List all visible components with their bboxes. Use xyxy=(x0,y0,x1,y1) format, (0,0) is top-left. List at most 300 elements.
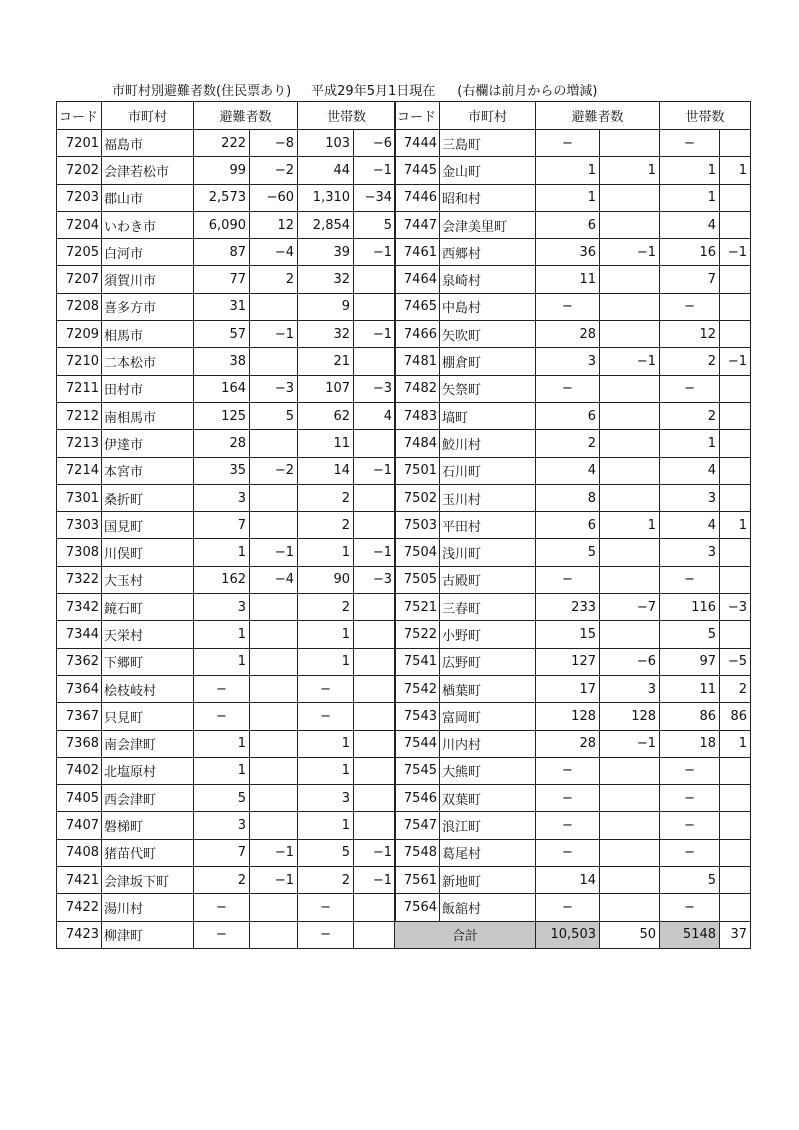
municipality-name: 会津美里町 xyxy=(440,211,536,238)
table-row xyxy=(57,621,396,648)
municipality-name: 柳津町 xyxy=(102,921,194,948)
household-count: 62 xyxy=(298,402,354,429)
evacuee-count: − xyxy=(194,675,250,702)
municipality-name: 郡山市 xyxy=(102,184,194,211)
evacuee-count: − xyxy=(536,839,600,866)
municipality-name: 中島村 xyxy=(440,293,536,320)
evacuee-change xyxy=(250,621,298,648)
household-count: 107 xyxy=(298,375,354,402)
household-count: 1 xyxy=(298,730,354,757)
household-count: − xyxy=(298,921,354,948)
header-code: コード xyxy=(57,102,102,130)
evacuee-change: 2 xyxy=(250,266,298,293)
municipality-name: 楢葉町 xyxy=(440,675,536,702)
evacuee-change: −1 xyxy=(600,239,660,266)
household-count: 39 xyxy=(298,239,354,266)
table-row xyxy=(57,402,396,429)
household-count: 1 xyxy=(298,539,354,566)
municipality-name: 相馬市 xyxy=(102,321,194,348)
evacuee-count: 5 xyxy=(194,785,250,812)
municipality-code: 7502 xyxy=(395,484,440,511)
evacuee-change xyxy=(250,785,298,812)
table-row xyxy=(395,211,751,238)
household-change xyxy=(354,812,396,839)
evacuee-change: 128 xyxy=(600,703,660,730)
table-row xyxy=(395,266,751,293)
municipality-name: いわき市 xyxy=(102,211,194,238)
household-count: 4 xyxy=(660,512,720,539)
evacuee-count: − xyxy=(194,703,250,730)
table-row xyxy=(57,211,396,238)
household-change xyxy=(720,430,751,457)
evacuee-change xyxy=(600,130,660,157)
municipality-code: 7368 xyxy=(57,730,102,757)
municipality-name: 鮫川村 xyxy=(440,430,536,457)
total-households-diff: 37 xyxy=(720,921,751,948)
municipality-code: 7362 xyxy=(57,648,102,675)
table-row xyxy=(395,321,751,348)
municipality-code: 7484 xyxy=(395,430,440,457)
municipality-name: 飯舘村 xyxy=(440,894,536,921)
table-row xyxy=(395,512,751,539)
household-change xyxy=(720,375,751,402)
header-evacuees: 避難者数 xyxy=(194,102,298,130)
evacuee-count: 1 xyxy=(194,621,250,648)
municipality-code: 7308 xyxy=(57,539,102,566)
municipality-name: 北塩原村 xyxy=(102,757,194,784)
household-count: 14 xyxy=(298,457,354,484)
household-count: − xyxy=(660,566,720,593)
household-count: 86 xyxy=(660,703,720,730)
municipality-name: 国見町 xyxy=(102,512,194,539)
table-row xyxy=(57,430,396,457)
household-count: 44 xyxy=(298,157,354,184)
municipality-code: 7546 xyxy=(395,785,440,812)
municipality-name: 南会津町 xyxy=(102,730,194,757)
municipality-code: 7407 xyxy=(57,812,102,839)
household-count: 97 xyxy=(660,648,720,675)
municipality-code: 7547 xyxy=(395,812,440,839)
household-change: −1 xyxy=(354,321,396,348)
table-row xyxy=(395,484,751,511)
left-header-row xyxy=(57,102,396,130)
evacuee-change xyxy=(250,293,298,320)
municipality-code: 7446 xyxy=(395,184,440,211)
household-count: 3 xyxy=(660,539,720,566)
municipality-name: 玉川村 xyxy=(440,484,536,511)
household-change xyxy=(720,867,751,894)
municipality-name: 金山町 xyxy=(440,157,536,184)
household-change xyxy=(354,648,396,675)
table-row xyxy=(395,184,751,211)
household-count: 9 xyxy=(298,293,354,320)
table-row xyxy=(57,566,396,593)
evacuee-count: 3 xyxy=(536,348,600,375)
municipality-code: 7301 xyxy=(57,484,102,511)
evacuee-count: − xyxy=(536,293,600,320)
municipality-code: 7214 xyxy=(57,457,102,484)
municipality-name: 桧枝岐村 xyxy=(102,675,194,702)
municipality-name: 矢吹町 xyxy=(440,321,536,348)
evacuee-count: 1 xyxy=(194,730,250,757)
evacuee-change xyxy=(250,512,298,539)
table-row xyxy=(57,812,396,839)
municipality-code: 7421 xyxy=(57,867,102,894)
household-change xyxy=(720,402,751,429)
household-count: 11 xyxy=(298,430,354,457)
household-count: 3 xyxy=(298,785,354,812)
table-row xyxy=(395,894,751,921)
household-change xyxy=(720,839,751,866)
household-count: − xyxy=(660,839,720,866)
household-count: 18 xyxy=(660,730,720,757)
household-change: −6 xyxy=(354,130,396,157)
household-change xyxy=(720,266,751,293)
evacuee-change xyxy=(600,457,660,484)
municipality-code: 7464 xyxy=(395,266,440,293)
evacuee-change: 1 xyxy=(600,157,660,184)
table-row xyxy=(57,157,396,184)
evacuee-count: 3 xyxy=(194,812,250,839)
municipality-name: 富岡町 xyxy=(440,703,536,730)
evacuee-change xyxy=(600,812,660,839)
left-table-body xyxy=(57,130,396,949)
municipality-name: 福島市 xyxy=(102,130,194,157)
municipality-code: 7213 xyxy=(57,430,102,457)
household-change xyxy=(354,730,396,757)
household-count: 2 xyxy=(660,402,720,429)
household-count: 1 xyxy=(298,757,354,784)
table-row xyxy=(57,757,396,784)
table-row xyxy=(395,375,751,402)
household-change xyxy=(720,293,751,320)
household-count: 5 xyxy=(298,839,354,866)
household-change xyxy=(720,211,751,238)
evacuee-change xyxy=(250,812,298,839)
table-row xyxy=(57,539,396,566)
household-change xyxy=(354,675,396,702)
evacuee-count: − xyxy=(536,566,600,593)
municipality-name: 喜多方市 xyxy=(102,293,194,320)
household-change xyxy=(354,594,396,621)
table-row xyxy=(57,921,396,948)
evacuee-count: 31 xyxy=(194,293,250,320)
household-change: −1 xyxy=(720,239,751,266)
evacuee-change xyxy=(600,867,660,894)
municipality-name: 平田村 xyxy=(440,512,536,539)
evacuee-count: 2 xyxy=(194,867,250,894)
household-count: − xyxy=(298,675,354,702)
table-row xyxy=(57,839,396,866)
evacuee-count: 162 xyxy=(194,566,250,593)
household-change: −5 xyxy=(720,648,751,675)
evacuee-change: −1 xyxy=(600,348,660,375)
municipality-name: 大熊町 xyxy=(440,757,536,784)
total-row xyxy=(395,921,751,948)
municipality-name: 会津若松市 xyxy=(102,157,194,184)
household-change xyxy=(354,348,396,375)
household-change: 1 xyxy=(720,730,751,757)
total-evacuees-diff: 50 xyxy=(600,921,660,948)
municipality-code: 7211 xyxy=(57,375,102,402)
evacuee-count: 128 xyxy=(536,703,600,730)
evacuee-count: 222 xyxy=(194,130,250,157)
municipality-name: 広野町 xyxy=(440,648,536,675)
household-change xyxy=(354,266,396,293)
municipality-name: 泉崎村 xyxy=(440,266,536,293)
evacuee-count: − xyxy=(194,921,250,948)
evacuee-count: − xyxy=(536,812,600,839)
household-count: 2 xyxy=(298,867,354,894)
evacuee-count: 2,573 xyxy=(194,184,250,211)
evacuee-count: 1 xyxy=(194,757,250,784)
table-row xyxy=(395,348,751,375)
municipality-code: 7447 xyxy=(395,211,440,238)
municipality-name: 双葉町 xyxy=(440,785,536,812)
evacuee-change xyxy=(600,211,660,238)
municipality-name: 矢祭町 xyxy=(440,375,536,402)
table-row xyxy=(395,239,751,266)
household-count: − xyxy=(660,375,720,402)
household-change: 1 xyxy=(720,157,751,184)
municipality-name: 三春町 xyxy=(440,594,536,621)
evacuee-change xyxy=(600,566,660,593)
evacuee-count: 87 xyxy=(194,239,250,266)
household-count: 2 xyxy=(298,484,354,511)
table-row xyxy=(57,648,396,675)
right-table xyxy=(394,101,751,949)
table-row xyxy=(57,512,396,539)
household-change xyxy=(720,757,751,784)
household-count: − xyxy=(660,785,720,812)
municipality-code: 7202 xyxy=(57,157,102,184)
municipality-code: 7461 xyxy=(395,239,440,266)
municipality-code: 7541 xyxy=(395,648,440,675)
household-change xyxy=(354,484,396,511)
evacuee-change xyxy=(250,648,298,675)
municipality-code: 7212 xyxy=(57,402,102,429)
table-row xyxy=(395,157,751,184)
table-row xyxy=(57,239,396,266)
evacuee-count: 125 xyxy=(194,402,250,429)
municipality-code: 7342 xyxy=(57,594,102,621)
household-change xyxy=(720,812,751,839)
household-change: −3 xyxy=(354,566,396,593)
evacuee-change xyxy=(250,675,298,702)
right-header-row xyxy=(395,102,751,130)
household-change xyxy=(720,785,751,812)
household-count: 7 xyxy=(660,266,720,293)
household-change xyxy=(720,457,751,484)
evacuee-count: 3 xyxy=(194,594,250,621)
household-change xyxy=(720,184,751,211)
municipality-code: 7203 xyxy=(57,184,102,211)
municipality-name: 湯川村 xyxy=(102,894,194,921)
evacuee-count: 35 xyxy=(194,457,250,484)
table-row xyxy=(395,430,751,457)
table-row xyxy=(57,594,396,621)
evacuee-count: 7 xyxy=(194,839,250,866)
household-change xyxy=(720,566,751,593)
evacuee-change xyxy=(600,402,660,429)
municipality-code: 7402 xyxy=(57,757,102,784)
table-row xyxy=(395,566,751,593)
evacuee-count: − xyxy=(536,785,600,812)
household-count: 5 xyxy=(660,621,720,648)
evacuee-count: 6,090 xyxy=(194,211,250,238)
table-row xyxy=(57,484,396,511)
table-row xyxy=(395,539,751,566)
household-change xyxy=(354,621,396,648)
table-row xyxy=(395,730,751,757)
evacuee-count: 2 xyxy=(536,430,600,457)
household-count: 2,854 xyxy=(298,211,354,238)
household-change xyxy=(720,484,751,511)
evacuee-change xyxy=(250,757,298,784)
table-row xyxy=(395,293,751,320)
municipality-name: 川俣町 xyxy=(102,539,194,566)
header-municipality: 市町村 xyxy=(440,102,536,130)
total-evacuees: 10,503 xyxy=(536,921,600,948)
table-row xyxy=(395,457,751,484)
evacuee-change: −1 xyxy=(250,839,298,866)
evacuee-count: 5 xyxy=(536,539,600,566)
household-count: − xyxy=(660,293,720,320)
household-change: 4 xyxy=(354,402,396,429)
evacuee-count: 8 xyxy=(536,484,600,511)
title-note: (右欄は前月からの増減) xyxy=(457,84,598,99)
household-count: 4 xyxy=(660,457,720,484)
table-row xyxy=(395,867,751,894)
table-row xyxy=(395,130,751,157)
evacuee-count: 28 xyxy=(536,321,600,348)
table-row xyxy=(57,457,396,484)
municipality-name: 浪江町 xyxy=(440,812,536,839)
municipality-name: 棚倉町 xyxy=(440,348,536,375)
household-count: − xyxy=(660,130,720,157)
evacuee-change xyxy=(600,839,660,866)
municipality-code: 7207 xyxy=(57,266,102,293)
evacuee-change: 3 xyxy=(600,675,660,702)
household-count: − xyxy=(298,703,354,730)
municipality-name: 天栄村 xyxy=(102,621,194,648)
evacuee-count: 1 xyxy=(536,157,600,184)
municipality-code: 7522 xyxy=(395,621,440,648)
evacuee-change xyxy=(250,594,298,621)
table-row xyxy=(57,730,396,757)
household-count: 1 xyxy=(298,812,354,839)
municipality-code: 7482 xyxy=(395,375,440,402)
municipality-code: 7201 xyxy=(57,130,102,157)
municipality-code: 7521 xyxy=(395,594,440,621)
municipality-code: 7542 xyxy=(395,675,440,702)
evacuee-count: 164 xyxy=(194,375,250,402)
municipality-code: 7364 xyxy=(57,675,102,702)
household-count: 1 xyxy=(660,430,720,457)
household-change: 86 xyxy=(720,703,751,730)
evacuee-change: −3 xyxy=(250,375,298,402)
household-change xyxy=(354,894,396,921)
household-count: 16 xyxy=(660,239,720,266)
household-change xyxy=(354,757,396,784)
household-count: 1 xyxy=(298,648,354,675)
household-count: 32 xyxy=(298,266,354,293)
header-code: コード xyxy=(395,102,440,130)
table-row xyxy=(395,812,751,839)
evacuee-count: 17 xyxy=(536,675,600,702)
municipality-code: 7422 xyxy=(57,894,102,921)
table-row xyxy=(57,703,396,730)
evacuee-change: 5 xyxy=(250,402,298,429)
municipality-name: 白河市 xyxy=(102,239,194,266)
table-row xyxy=(57,375,396,402)
household-change xyxy=(354,512,396,539)
evacuee-count: 6 xyxy=(536,211,600,238)
municipality-code: 7408 xyxy=(57,839,102,866)
evacuee-count: 7 xyxy=(194,512,250,539)
evacuee-change xyxy=(600,539,660,566)
household-change: −3 xyxy=(354,375,396,402)
left-table xyxy=(56,101,396,949)
household-change xyxy=(354,921,396,948)
household-change: −34 xyxy=(354,184,396,211)
municipality-name: 桑折町 xyxy=(102,484,194,511)
evacuee-change xyxy=(600,894,660,921)
municipality-name: 西会津町 xyxy=(102,785,194,812)
evacuee-change: −1 xyxy=(250,321,298,348)
household-change: −1 xyxy=(354,157,396,184)
household-change xyxy=(720,130,751,157)
evacuee-change xyxy=(600,430,660,457)
evacuee-change xyxy=(250,348,298,375)
household-change xyxy=(720,894,751,921)
municipality-name: 猪苗代町 xyxy=(102,839,194,866)
evacuee-count: − xyxy=(536,375,600,402)
total-households: 5148 xyxy=(660,921,720,948)
household-count: 32 xyxy=(298,321,354,348)
household-change: −1 xyxy=(354,867,396,894)
municipality-code: 7501 xyxy=(395,457,440,484)
municipality-code: 7204 xyxy=(57,211,102,238)
evacuee-change xyxy=(600,757,660,784)
household-count: 21 xyxy=(298,348,354,375)
title-main: 市町村別避難者数(住民票あり) xyxy=(112,84,292,99)
municipality-code: 7303 xyxy=(57,512,102,539)
municipality-code: 7208 xyxy=(57,293,102,320)
evacuee-change xyxy=(250,894,298,921)
table-row xyxy=(395,703,751,730)
household-count: − xyxy=(660,894,720,921)
household-count: 116 xyxy=(660,594,720,621)
municipality-name: 大玉村 xyxy=(102,566,194,593)
table-row xyxy=(57,184,396,211)
municipality-code: 7561 xyxy=(395,867,440,894)
municipality-code: 7481 xyxy=(395,348,440,375)
municipality-name: 鏡石町 xyxy=(102,594,194,621)
municipality-code: 7564 xyxy=(395,894,440,921)
household-change: 2 xyxy=(720,675,751,702)
municipality-code: 7465 xyxy=(395,293,440,320)
household-count: 5 xyxy=(660,867,720,894)
evacuee-change xyxy=(600,621,660,648)
evacuee-count: 11 xyxy=(536,266,600,293)
municipality-code: 7367 xyxy=(57,703,102,730)
municipality-name: 二本松市 xyxy=(102,348,194,375)
evacuee-change xyxy=(600,321,660,348)
evacuee-change xyxy=(250,921,298,948)
household-change: 5 xyxy=(354,211,396,238)
evacuee-count: 14 xyxy=(536,867,600,894)
